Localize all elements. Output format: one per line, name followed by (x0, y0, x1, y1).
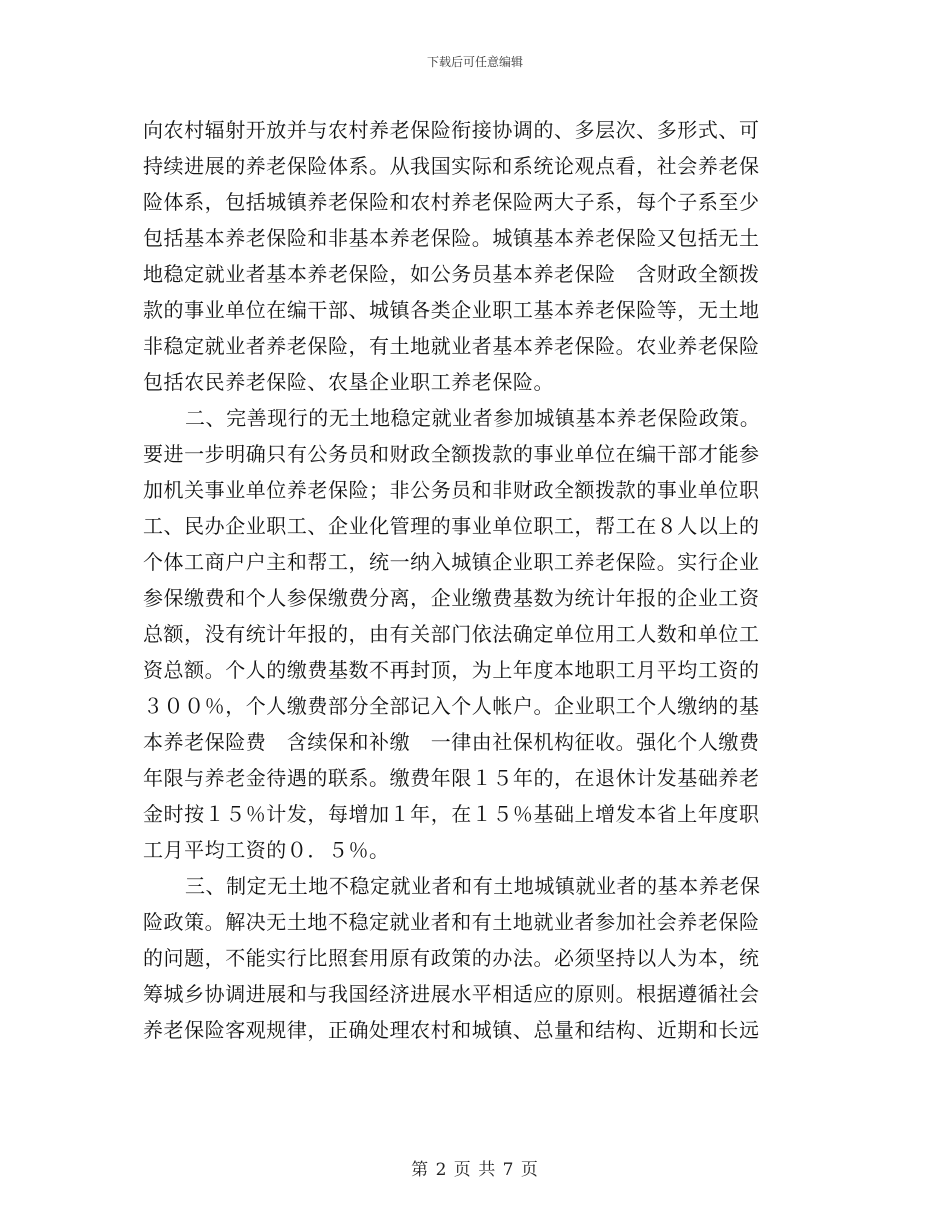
document-body (143, 112, 807, 1048)
text-line: 工月平均工资的０．５％。 (143, 838, 390, 862)
text-line: 向农村辐射开放并与农村养老保险衔接协调的、多层次、多形式、可 (143, 118, 760, 142)
text-line: 非稳定就业者养老保险，有土地就业者基本养老保险。农业养老保险 (143, 334, 760, 358)
text-line: 年限与养老金待遇的联系。缴费年限１５年的，在退休计发基础养老 (143, 766, 760, 790)
text-line: 包括农民养老保险、农垦企业职工养老保险。 (143, 370, 554, 394)
text-line: 要进一步明确只有公务员和财政全额拨款的事业单位在编干部才能参 (143, 442, 760, 466)
text-line: 险体系，包括城镇养老保险和农村养老保险两大子系，每个子系至少 (143, 190, 760, 214)
text-line: 个体工商户户主和帮工，统一纳入城镇企业职工养老保险。实行企业 (143, 550, 760, 574)
text-line: 包括基本养老保险和非基本养老保险。城镇基本养老保险又包括无土 (143, 226, 760, 250)
text-line: 本养老保险费 含续保和补缴 一律由社保机构征收。强化个人缴费 (143, 730, 760, 754)
text-line: 加机关事业单位养老保险；非公务员和非财政全额拨款的事业单位职 (143, 478, 760, 502)
text-line: 持续进展的养老保险体系。从我国实际和系统论观点看，社会养老保 (143, 154, 760, 178)
text-line: 工、民办企业职工、企业化管理的事业单位职工，帮工在８人以上的 (143, 514, 760, 538)
page-number: 第 2 页 共 7 页 (411, 1160, 539, 1180)
text-line: 总额，没有统计年报的，由有关部门依法确定单位用工人数和单位工 (143, 622, 760, 646)
text-line: 养老保险客观规律，正确处理农村和城镇、总量和结构、近期和长远 (143, 1018, 760, 1042)
text-line: 的问题，不能实行比照套用原有政策的办法。必须坚持以人为本，统 (143, 946, 760, 970)
text-line: 金时按１５％计发，每增加１年，在１５％基础上增发本省上年度职 (143, 802, 760, 826)
text-line: 资总额。个人的缴费基数不再封顶，为上年度本地职工月平均工资的 (143, 658, 760, 682)
text-line: 险政策。解决无土地不稳定就业者和有土地就业者参加社会养老保险 (143, 910, 760, 934)
paragraph-heading-3: 三、制定无土地不稳定就业者和有土地城镇就业者的基本养老保 (185, 874, 761, 898)
text-line: 筹城乡协调进展和与我国经济进展水平相适应的原则。根据遵循社会 (143, 982, 760, 1006)
text-line: 地稳定就业者基本养老保险，如公务员基本养老保险 含财政全额拨 (143, 262, 760, 286)
text-line: 参保缴费和个人参保缴费分离，企业缴费基数为统计年报的企业工资 (143, 586, 760, 610)
paragraph-heading-2: 二、完善现行的无土地稳定就业者参加城镇基本养老保险政策。 (185, 406, 761, 430)
header-note: 下载后可任意编辑 (426, 55, 523, 69)
text-line: 款的事业单位在编干部、城镇各类企业职工基本养老保险等，无土地 (143, 298, 760, 322)
text-line: ３００％，个人缴费部分全部记入个人帐户。企业职工个人缴纳的基 (143, 694, 760, 718)
